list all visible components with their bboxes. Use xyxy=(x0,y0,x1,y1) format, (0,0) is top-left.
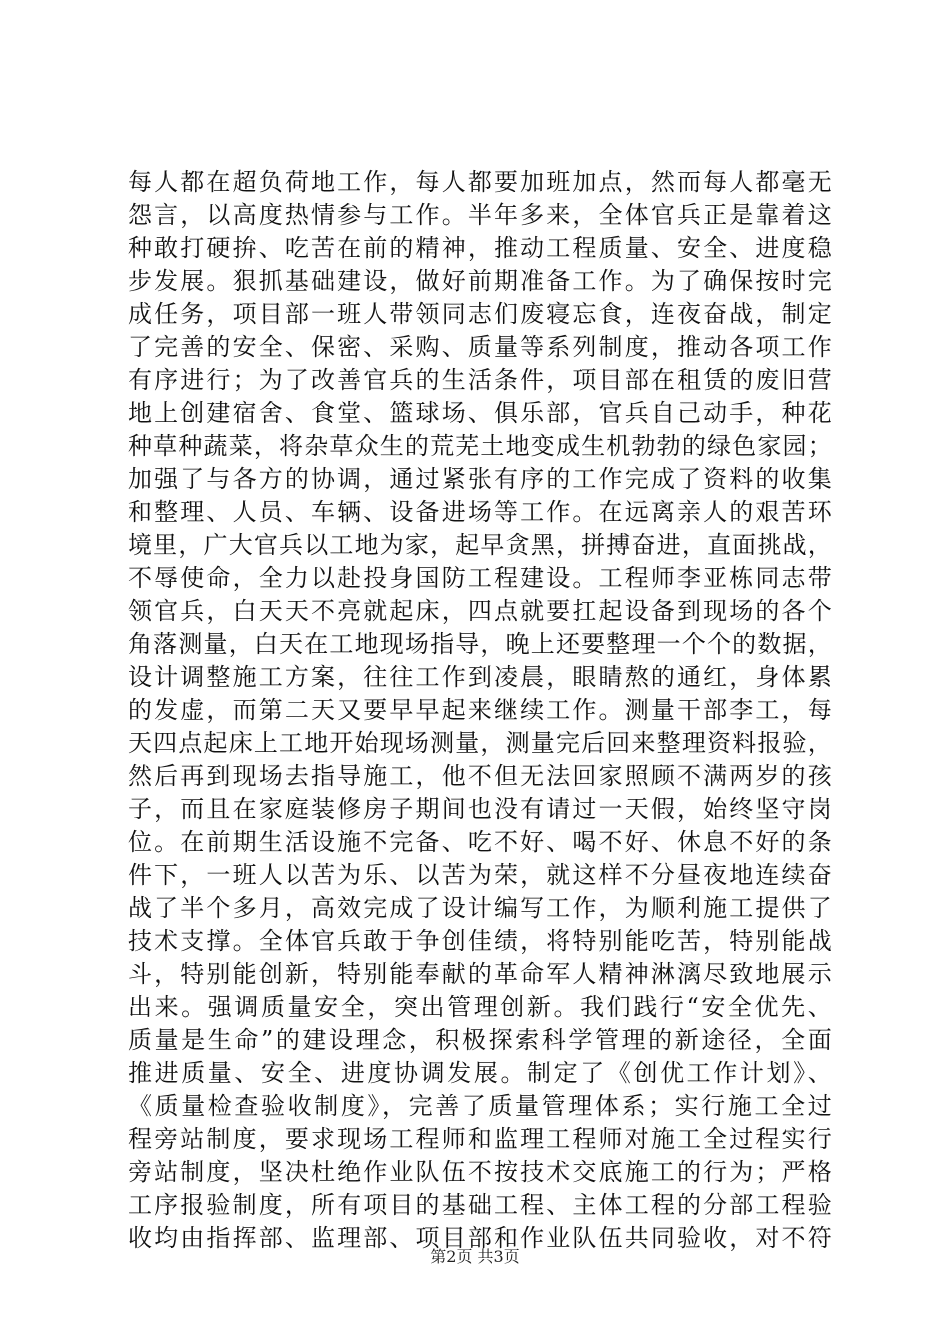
text-line: 地上创建宿舍、食堂、篮球场、俱乐部，官兵自己动手，种花 xyxy=(128,399,832,427)
text-line: 怨言，以高度热情参与工作。半年多来，全体官兵正是靠着这 xyxy=(128,201,832,229)
text-line: 每人都在超负荷地工作，每人都要加班加点，然而每人都毫无 xyxy=(128,168,832,196)
text-line: 位。在前期生活设施不完备、吃不好、喝不好、休息不好的条 xyxy=(128,828,832,856)
text-line: 不辱使命，全力以赴投身国防工程建设。工程师李亚栋同志带 xyxy=(128,564,832,592)
text-line: 技术支撑。全体官兵敢于争创佳绩，将特别能吃苦，特别能战 xyxy=(128,927,832,955)
text-line: 质量是生命”的建设理念，积极探索科学管理的新途径，全面 xyxy=(128,1026,832,1054)
text-line: 有序进行；为了改善官兵的生活条件，项目部在租赁的废旧营 xyxy=(128,366,832,394)
text-line: 的发虚，而第二天又要早早起来继续工作。测量干部李工，每 xyxy=(128,696,832,724)
text-line: 然后再到现场去指导施工，他不但无法回家照顾不满两岁的孩 xyxy=(128,762,832,790)
text-line: 角落测量，白天在工地现场指导，晚上还要整理一个个的数据， xyxy=(128,630,832,658)
text-line: 境里，广大官兵以工地为家，起早贪黑，拼搏奋进，直面挑战， xyxy=(128,531,832,559)
text-line: 《质量检查验收制度》，完善了质量管理体系；实行施工全过 xyxy=(128,1092,832,1120)
text-line: 旁站制度，坚决杜绝作业队伍不按技术交底施工的行为；严格 xyxy=(128,1158,832,1186)
text-line: 工序报验制度，所有项目的基础工程、主体工程的分部工程验 xyxy=(128,1191,832,1219)
text-line: 种敢打硬拚、吃苦在前的精神，推动工程质量、安全、进度稳 xyxy=(128,234,832,262)
text-line: 程旁站制度，要求现场工程师和监理工程师对施工全过程实行 xyxy=(128,1125,832,1153)
text-line: 种草种蔬菜，将杂草众生的荒芜土地变成生机勃勃的绿色家园； xyxy=(128,432,832,460)
text-line: 出来。强调质量安全，突出管理创新。我们践行“安全优先、 xyxy=(128,993,832,1021)
text-line: 推进质量、安全、进度协调发展。制定了《创优工作计划》、 xyxy=(128,1059,832,1087)
text-line: 斗，特别能创新，特别能奉献的革命军人精神淋漓尽致地展示 xyxy=(128,960,832,988)
text-line: 和整理、人员、车辆、设备进场等工作。在远离亲人的艰苦环 xyxy=(128,498,832,526)
text-line: 领官兵，白天天不亮就起床，四点就要扛起设备到现场的各个 xyxy=(128,597,832,625)
text-line: 了完善的安全、保密、采购、质量等系列制度，推动各项工作 xyxy=(128,333,832,361)
body-paragraph xyxy=(128,166,832,1255)
text-line: 步发展。狠抓基础建设，做好前期准备工作。为了确保按时完 xyxy=(128,267,832,295)
text-line: 成任务，项目部一班人带领同志们废寝忘食，连夜奋战，制定 xyxy=(128,300,832,328)
text-line: 战了半个多月，高效完成了设计编写工作，为顺利施工提供了 xyxy=(128,894,832,922)
text-line: 天四点起床上工地开始现场测量，测量完后回来整理资料报验， xyxy=(128,729,832,757)
page-footer: 第2页 共3页 xyxy=(430,1247,520,1266)
text-line: 设计调整施工方案，往往工作到凌晨，眼睛熬的通红，身体累 xyxy=(128,663,832,691)
text-line: 收均由指挥部、监理部、项目部和作业队伍共同验收，对不符 xyxy=(128,1224,832,1252)
text-line: 加强了与各方的协调，通过紧张有序的工作完成了资料的收集 xyxy=(128,465,832,493)
text-line: 件下，一班人以苦为乐、以苦为荣，就这样不分昼夜地连续奋 xyxy=(128,861,832,889)
text-line: 子，而且在家庭装修房子期间也没有请过一天假，始终坚守岗 xyxy=(128,795,832,823)
